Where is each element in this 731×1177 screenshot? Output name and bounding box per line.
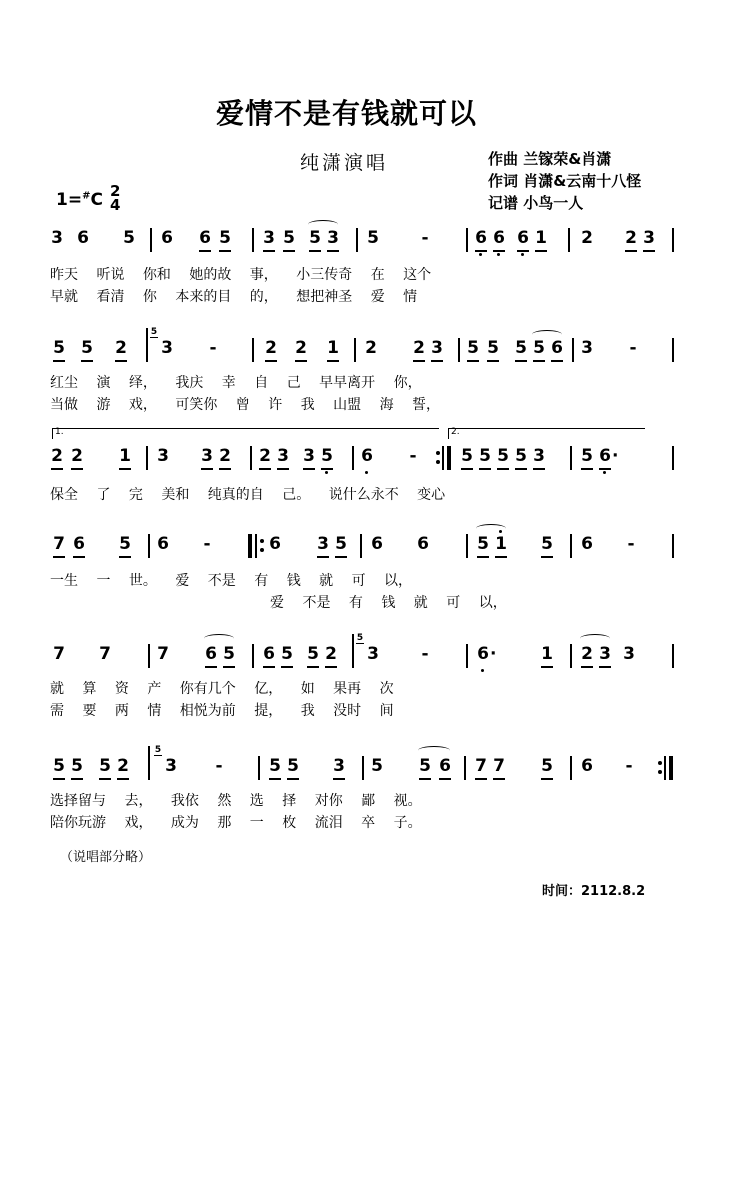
bar-line — [466, 534, 468, 558]
note: 5 — [514, 338, 528, 358]
bar-line — [356, 228, 358, 252]
bar-line — [672, 228, 674, 252]
note: 5 — [418, 756, 432, 776]
composer-credit: 作曲 兰镓荣&肖潇 — [488, 150, 612, 168]
note: 2 — [624, 228, 638, 248]
note: 5 — [460, 446, 474, 466]
key-note: C — [90, 190, 103, 210]
repeat-dot — [260, 548, 264, 552]
lyrics-verse-2: 早就 看清 你 本来的目 的， 想把神圣 爱 情 — [50, 289, 418, 305]
note: 5 — [496, 446, 510, 466]
note: 2 — [116, 756, 130, 776]
note: 2 — [580, 644, 594, 664]
singer-credit: 纯潇演唱 — [300, 152, 389, 174]
note: 2 — [70, 446, 84, 466]
bar-line — [362, 756, 364, 780]
lyrics-verse-1: 一生 一 世。 爱 不是 有 钱 就 可 以， — [50, 573, 413, 589]
transcriber-credit: 记谱 小鸟一人 — [488, 194, 584, 212]
note: 5 3 — [150, 327, 173, 358]
note: 5 3 — [154, 745, 177, 776]
note: 7 — [474, 756, 488, 776]
lyrics-verse-2: 爱 不是 有 钱 就 可 以， — [270, 595, 507, 611]
note: - — [215, 756, 223, 776]
time-top: 2 — [110, 182, 121, 200]
note: - — [625, 756, 633, 776]
bar-line — [466, 228, 468, 252]
note: - — [409, 446, 417, 466]
bar-line — [250, 446, 252, 470]
repeat-dot — [658, 770, 662, 774]
bar-line — [148, 534, 150, 558]
bar-line — [150, 228, 152, 252]
bar-line — [252, 338, 254, 362]
note: 1 — [326, 338, 340, 358]
note: 2 — [365, 338, 377, 358]
note: 2 — [581, 228, 593, 248]
bar-line — [570, 534, 572, 558]
key-prefix: 1= — [56, 190, 83, 210]
note: 6 — [581, 534, 593, 554]
note: 5 — [540, 756, 554, 776]
note: 6 — [269, 534, 281, 554]
note: 3 — [326, 228, 340, 248]
lyrics-verse-2: 当做 游 戏， 可笑你 曾 许 我 山盟 海 誓， — [50, 397, 441, 413]
bar-line — [354, 338, 356, 362]
note: 5 — [52, 756, 66, 776]
note: 5 3 — [356, 633, 379, 664]
note: 6 — [417, 534, 429, 554]
note: 7 — [157, 644, 169, 664]
note: 3 — [51, 228, 63, 248]
note: 5 — [123, 228, 135, 248]
bar-line — [252, 644, 254, 668]
repeat-dot — [260, 539, 264, 543]
note: 2 — [412, 338, 426, 358]
note: 5 — [334, 534, 348, 554]
note: - — [209, 338, 217, 358]
bar-line — [255, 534, 257, 558]
bar-line — [258, 756, 260, 780]
note: 6 — [157, 534, 169, 554]
note: 3 — [262, 228, 276, 248]
note: 7 — [99, 644, 111, 664]
note: 7 — [53, 644, 65, 664]
repeat-end-bar — [669, 756, 673, 780]
note: 6 — [371, 534, 383, 554]
repeat-dot — [436, 451, 440, 455]
bar-line — [568, 228, 570, 252]
slur — [204, 634, 234, 643]
note: 7 — [492, 756, 506, 776]
lyrics-verse-1: 选择留与 去， 我依 然 选 择 对你 鄙 视。 — [50, 793, 422, 809]
bar-line — [570, 644, 572, 668]
note: 5 — [118, 534, 132, 554]
note: 5 — [514, 446, 528, 466]
note: 5 — [478, 446, 492, 466]
bar-line — [148, 644, 150, 668]
repeat-dot — [436, 460, 440, 464]
note: 5 — [371, 756, 383, 776]
note: 5 — [218, 228, 232, 248]
note: 5 — [306, 644, 320, 664]
note: 5 — [70, 756, 84, 776]
note: 2 — [258, 446, 272, 466]
note: 5 — [476, 534, 490, 554]
bar-line — [466, 644, 468, 668]
footnote: （说唱部分略） — [60, 850, 152, 865]
note: 5 — [286, 756, 300, 776]
note: 3 — [532, 446, 546, 466]
note: 6 — [77, 228, 89, 248]
note: 5 — [466, 338, 480, 358]
note: - — [421, 228, 429, 248]
note: 1 — [540, 644, 554, 664]
note: 5 — [280, 644, 294, 664]
note: 6 — [550, 338, 564, 358]
note: 5 — [486, 338, 500, 358]
note: 5 — [268, 756, 282, 776]
bar-line — [352, 634, 354, 668]
note: 2 — [294, 338, 308, 358]
note: 6 — [161, 228, 173, 248]
repeat-end-bar — [447, 446, 451, 470]
note: 2 — [218, 446, 232, 466]
song-title: 爱情不是有钱就可以 — [216, 97, 478, 130]
repeat-dot — [658, 761, 662, 765]
note: 6 · — [598, 446, 612, 466]
note: - — [629, 338, 637, 358]
lyrics-verse-2: 需 要 两 情 相悦为前 提， 我 没时 间 — [50, 703, 394, 719]
key-sharp: # — [82, 190, 91, 202]
bar-line — [360, 534, 362, 558]
note: 3 — [642, 228, 656, 248]
note: 3 — [200, 446, 214, 466]
note: 1 — [118, 446, 132, 466]
note: 6 — [262, 644, 276, 664]
note: 6 — [581, 756, 593, 776]
note: 5 — [580, 446, 594, 466]
note: 3 — [276, 446, 290, 466]
note: 3 — [623, 644, 635, 664]
note: 5 — [282, 228, 296, 248]
note: 6 — [198, 228, 212, 248]
note: 5 — [52, 338, 66, 358]
note: 5 — [308, 228, 322, 248]
volta-bracket-2: 2. — [448, 428, 645, 439]
bar-line — [570, 446, 572, 470]
note: 7 — [52, 534, 66, 554]
note: 5 — [540, 534, 554, 554]
volta-bracket-1: 1. — [52, 428, 439, 439]
note: 2 — [50, 446, 64, 466]
note: 6 — [204, 644, 218, 664]
note: 5 — [367, 228, 379, 248]
note: 3 — [157, 446, 169, 466]
bar-line — [570, 756, 572, 780]
note: 6 — [516, 228, 530, 248]
note: 5 — [532, 338, 546, 358]
note: 2 — [114, 338, 128, 358]
note: 1 — [494, 534, 508, 554]
bar-line — [572, 338, 574, 362]
bar-line — [672, 534, 674, 558]
note: 3 — [430, 338, 444, 358]
note: 5 — [98, 756, 112, 776]
bar-line — [664, 756, 666, 780]
note: 6 · — [476, 644, 490, 664]
lyricist-credit: 作词 肖潇&云南十八怪 — [488, 172, 642, 190]
bar-line — [146, 328, 148, 362]
note: 5 — [320, 446, 334, 466]
note: 6 — [438, 756, 452, 776]
note: 3 — [302, 446, 316, 466]
slur — [580, 634, 610, 643]
lyrics-verse-1: 昨天 听说 你和 她的故 事， 小三传奇 在 这个 — [50, 267, 432, 283]
note: 2 — [264, 338, 278, 358]
bar-line — [252, 228, 254, 252]
note: 3 — [332, 756, 346, 776]
date-stamp: 时间：2112.8.2 — [542, 884, 646, 899]
key-signature — [56, 190, 103, 210]
note: 6 — [492, 228, 506, 248]
note: 3 — [316, 534, 330, 554]
note: 6 — [72, 534, 86, 554]
bar-line — [148, 746, 150, 780]
lyrics-verse-2: 陪你玩游 戏， 成为 那 一 枚 流泪 卒 子。 — [50, 815, 422, 831]
bar-line — [146, 446, 148, 470]
note: 6 — [360, 446, 374, 466]
slur — [418, 746, 450, 755]
bar-line — [464, 756, 466, 780]
bar-line — [352, 446, 354, 470]
bar-line — [672, 338, 674, 362]
note: 5 — [80, 338, 94, 358]
bar-line — [672, 446, 674, 470]
note: 3 — [581, 338, 593, 358]
note: - — [203, 534, 211, 554]
note: 1 — [534, 228, 548, 248]
lyrics-verse-1: 保全 了 完 美和 纯真的自 己。 说什么永不 变心 — [50, 487, 446, 503]
note: 5 — [222, 644, 236, 664]
bar-line — [442, 446, 444, 470]
bar-line — [458, 338, 460, 362]
note: 6 — [474, 228, 488, 248]
repeat-start-bar — [248, 534, 252, 558]
note: - — [627, 534, 635, 554]
lyrics-verse-1: 就 算 资 产 你有几个 亿， 如 果再 次 — [50, 681, 394, 697]
note: - — [421, 644, 429, 664]
note: 3 — [598, 644, 612, 664]
bar-line — [672, 644, 674, 668]
time-signature — [110, 184, 120, 212]
note: 2 — [324, 644, 338, 664]
lyrics-verse-1: 红尘 演 绎， 我庆 幸 自 己 早早离开 你， — [50, 375, 422, 391]
time-bottom: 4 — [110, 196, 121, 214]
